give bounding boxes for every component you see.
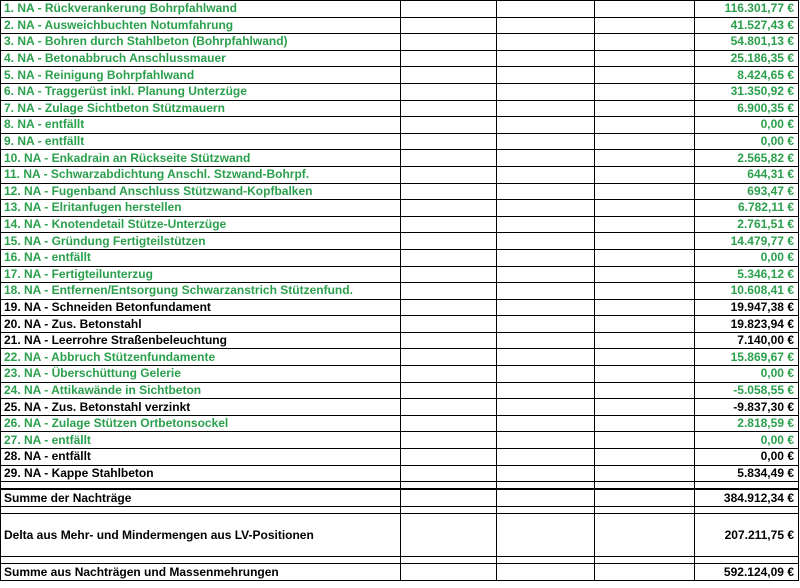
item-label: 6. NA - Traggerüst inkl. Planung Unterzüge	[1, 83, 401, 100]
item-amount: 8.424,65 €	[695, 67, 799, 84]
item-amount: 0,00 €	[695, 432, 799, 449]
empty-cell	[595, 283, 695, 300]
empty-cell	[595, 133, 695, 150]
item-amount: 2.761,51 €	[695, 216, 799, 233]
empty-cell	[497, 349, 595, 366]
empty-cell	[497, 316, 595, 333]
empty-cell	[497, 67, 595, 84]
item-label: 16. NA - entfällt	[1, 249, 401, 266]
item-label: 12. NA - Fugenband Anschluss Stützwand-Kopfbalken	[1, 183, 401, 200]
item-amount: 10.608,41 €	[695, 283, 799, 300]
item-label: 21. NA - Leerrohre Straßenbeleuchtung	[1, 332, 401, 349]
table-row[interactable]	[1, 432, 799, 449]
empty-cell	[497, 150, 595, 167]
empty-cell	[401, 283, 497, 300]
table-row[interactable]	[1, 150, 799, 167]
table-row[interactable]	[1, 216, 799, 233]
spacer-row	[1, 507, 799, 514]
item-amount: 0,00 €	[695, 366, 799, 383]
empty-cell	[595, 415, 695, 432]
item-amount: 19.947,38 €	[695, 299, 799, 316]
table-row[interactable]	[1, 316, 799, 333]
item-label: 5. NA - Reinigung Bohrpfahlwand	[1, 67, 401, 84]
empty-cell	[401, 399, 497, 416]
empty-cell	[595, 249, 695, 266]
empty-cell	[497, 100, 595, 117]
item-label: 23. NA - Überschüttung Gelerie	[1, 366, 401, 383]
empty-cell	[401, 415, 497, 432]
table-row[interactable]	[1, 249, 799, 266]
empty-cell	[595, 366, 695, 383]
table-row[interactable]	[1, 382, 799, 399]
table-row[interactable]	[1, 183, 799, 200]
item-amount: 54.801,13 €	[695, 34, 799, 51]
empty-cell	[595, 83, 695, 100]
total-label: Summe aus Nachträgen und Massenmehrungen	[1, 564, 401, 581]
item-amount: 6.782,11 €	[695, 200, 799, 217]
item-amount: 693,47 €	[695, 183, 799, 200]
item-label: 19. NA - Schneiden Betonfundament	[1, 299, 401, 316]
sum-label: Summe der Nachträge	[1, 489, 401, 507]
empty-cell	[401, 432, 497, 449]
empty-cell	[401, 316, 497, 333]
table-row[interactable]	[1, 415, 799, 432]
empty-cell	[595, 117, 695, 134]
total-amount: 592.124,09 €	[695, 564, 799, 581]
empty-cell	[401, 34, 497, 51]
empty-cell	[401, 366, 497, 383]
item-label: 28. NA - entfällt	[1, 449, 401, 466]
empty-cell	[401, 382, 497, 399]
empty-cell	[595, 233, 695, 250]
item-amount: -5.058,55 €	[695, 382, 799, 399]
empty-cell	[497, 166, 595, 183]
empty-cell	[595, 432, 695, 449]
item-amount: 116.301,77 €	[695, 1, 799, 18]
empty-cell	[595, 166, 695, 183]
empty-cell	[497, 449, 595, 466]
total-row[interactable]	[1, 564, 799, 581]
empty-cell	[497, 200, 595, 217]
item-amount: 0,00 €	[695, 449, 799, 466]
empty-cell	[401, 67, 497, 84]
empty-cell	[595, 216, 695, 233]
empty-cell	[595, 316, 695, 333]
delta-row[interactable]	[1, 514, 799, 557]
table-row[interactable]	[1, 133, 799, 150]
empty-cell	[497, 299, 595, 316]
empty-cell	[401, 233, 497, 250]
item-amount: 19.823,94 €	[695, 316, 799, 333]
item-amount: 31.350,92 €	[695, 83, 799, 100]
item-label: 24. NA - Attikawände in Sichtbeton	[1, 382, 401, 399]
item-label: 4. NA - Betonabbruch Anschlussmauer	[1, 50, 401, 67]
table-row[interactable]	[1, 67, 799, 84]
empty-cell	[595, 1, 695, 18]
table-row[interactable]	[1, 399, 799, 416]
item-label: 11. NA - Schwarzabdichtung Anschl. Stzwand-Bohrpf.	[1, 166, 401, 183]
empty-cell	[497, 399, 595, 416]
table-row[interactable]	[1, 1, 799, 18]
empty-cell	[401, 216, 497, 233]
empty-cell	[401, 117, 497, 134]
empty-cell	[497, 133, 595, 150]
item-label: 2. NA - Ausweichbuchten Notumfahrung	[1, 17, 401, 34]
empty-cell	[497, 366, 595, 383]
empty-cell	[595, 67, 695, 84]
empty-cell	[401, 183, 497, 200]
empty-cell	[497, 50, 595, 67]
item-amount: 7.140,00 €	[695, 332, 799, 349]
item-label: 15. NA - Gründung Fertigteilstützen	[1, 233, 401, 250]
table-row[interactable]	[1, 465, 799, 482]
addenda-rows	[1, 1, 799, 581]
empty-cell	[401, 83, 497, 100]
empty-cell	[401, 166, 497, 183]
item-amount: 2.565,82 €	[695, 150, 799, 167]
item-amount: 5.346,12 €	[695, 266, 799, 283]
empty-cell	[497, 34, 595, 51]
empty-cell	[401, 1, 497, 18]
empty-cell	[497, 432, 595, 449]
item-amount: 14.479,77 €	[695, 233, 799, 250]
item-label: 17. NA - Fertigteilunterzug	[1, 266, 401, 283]
empty-cell	[401, 200, 497, 217]
empty-cell	[595, 17, 695, 34]
empty-cell	[497, 283, 595, 300]
empty-cell	[401, 332, 497, 349]
empty-cell	[595, 50, 695, 67]
spacer-row	[1, 482, 799, 490]
empty-cell	[497, 183, 595, 200]
item-label: 1. NA - Rückverankerung Bohrpfahlwand	[1, 1, 401, 18]
empty-cell	[595, 34, 695, 51]
item-amount: 0,00 €	[695, 117, 799, 134]
sum-amount: 384.912,34 €	[695, 489, 799, 507]
empty-cell	[595, 332, 695, 349]
sum-row[interactable]	[1, 489, 799, 507]
empty-cell	[497, 382, 595, 399]
table-row[interactable]	[1, 299, 799, 316]
empty-cell	[595, 449, 695, 466]
item-label: 14. NA - Knotendetail Stütze-Unterzüge	[1, 216, 401, 233]
item-label: 3. NA - Bohren durch Stahlbeton (Bohrpfahlwand)	[1, 34, 401, 51]
item-label: 13. NA - Elritanfugen herstellen	[1, 200, 401, 217]
item-amount: 2.818,59 €	[695, 415, 799, 432]
empty-cell	[401, 150, 497, 167]
empty-cell	[595, 349, 695, 366]
item-amount: 25.186,35 €	[695, 50, 799, 67]
empty-cell	[401, 100, 497, 117]
empty-cell	[497, 233, 595, 250]
item-label: 20. NA - Zus. Betonstahl	[1, 316, 401, 333]
item-label: 9. NA - entfällt	[1, 133, 401, 150]
empty-cell	[401, 17, 497, 34]
empty-cell	[497, 415, 595, 432]
item-label: 22. NA - Abbruch Stützenfundamente	[1, 349, 401, 366]
empty-cell	[497, 465, 595, 482]
empty-cell	[401, 465, 497, 482]
item-label: 7. NA - Zulage Sichtbeton Stützmauern	[1, 100, 401, 117]
table-row[interactable]	[1, 50, 799, 67]
empty-cell	[497, 332, 595, 349]
empty-cell	[497, 17, 595, 34]
item-amount: 0,00 €	[695, 249, 799, 266]
item-amount: 41.527,43 €	[695, 17, 799, 34]
empty-cell	[497, 1, 595, 18]
item-amount: 0,00 €	[695, 133, 799, 150]
empty-cell	[401, 349, 497, 366]
empty-cell	[401, 299, 497, 316]
empty-cell	[595, 299, 695, 316]
empty-cell	[401, 133, 497, 150]
item-amount: -9.837,30 €	[695, 399, 799, 416]
empty-cell	[595, 399, 695, 416]
table-row[interactable]	[1, 100, 799, 117]
item-label: 8. NA - entfällt	[1, 117, 401, 134]
table-row[interactable]	[1, 83, 799, 100]
empty-cell	[497, 249, 595, 266]
empty-cell	[595, 100, 695, 117]
spacer-row	[1, 557, 799, 564]
table-row[interactable]	[1, 17, 799, 34]
item-amount: 6.900,35 €	[695, 100, 799, 117]
empty-cell	[401, 266, 497, 283]
table-row[interactable]	[1, 366, 799, 383]
item-label: 10. NA - Enkadrain an Rückseite Stützwand	[1, 150, 401, 167]
empty-cell	[595, 183, 695, 200]
empty-cell	[595, 150, 695, 167]
delta-label: Delta aus Mehr- und Mindermengen aus LV-Positionen	[1, 514, 401, 557]
table-row[interactable]	[1, 200, 799, 217]
table-row[interactable]	[1, 117, 799, 134]
item-label: 25. NA - Zus. Betonstahl verzinkt	[1, 399, 401, 416]
item-amount: 15.869,67 €	[695, 349, 799, 366]
empty-cell	[595, 382, 695, 399]
table-row[interactable]	[1, 266, 799, 283]
table-row[interactable]	[1, 34, 799, 51]
empty-cell	[401, 50, 497, 67]
empty-cell	[595, 266, 695, 283]
item-label: 18. NA - Entfernen/Entsorgung Schwarzanstrich Stützenfund.	[1, 283, 401, 300]
item-amount: 644,31 €	[695, 166, 799, 183]
table-row[interactable]	[1, 166, 799, 183]
item-label: 26. NA - Zulage Stützen Ortbetonsockel	[1, 415, 401, 432]
table-row[interactable]	[1, 233, 799, 250]
empty-cell	[497, 266, 595, 283]
table-row[interactable]	[1, 349, 799, 366]
empty-cell	[497, 83, 595, 100]
empty-cell	[595, 465, 695, 482]
table-row[interactable]	[1, 332, 799, 349]
item-amount: 5.834,49 €	[695, 465, 799, 482]
empty-cell	[401, 449, 497, 466]
empty-cell	[497, 117, 595, 134]
table-row[interactable]	[1, 449, 799, 466]
empty-cell	[595, 200, 695, 217]
empty-cell	[497, 216, 595, 233]
item-label: 27. NA - entfällt	[1, 432, 401, 449]
table-row[interactable]	[1, 283, 799, 300]
empty-cell	[401, 249, 497, 266]
delta-amount: 207.211,75 €	[695, 514, 799, 557]
item-label: 29. NA - Kappe Stahlbeton	[1, 465, 401, 482]
